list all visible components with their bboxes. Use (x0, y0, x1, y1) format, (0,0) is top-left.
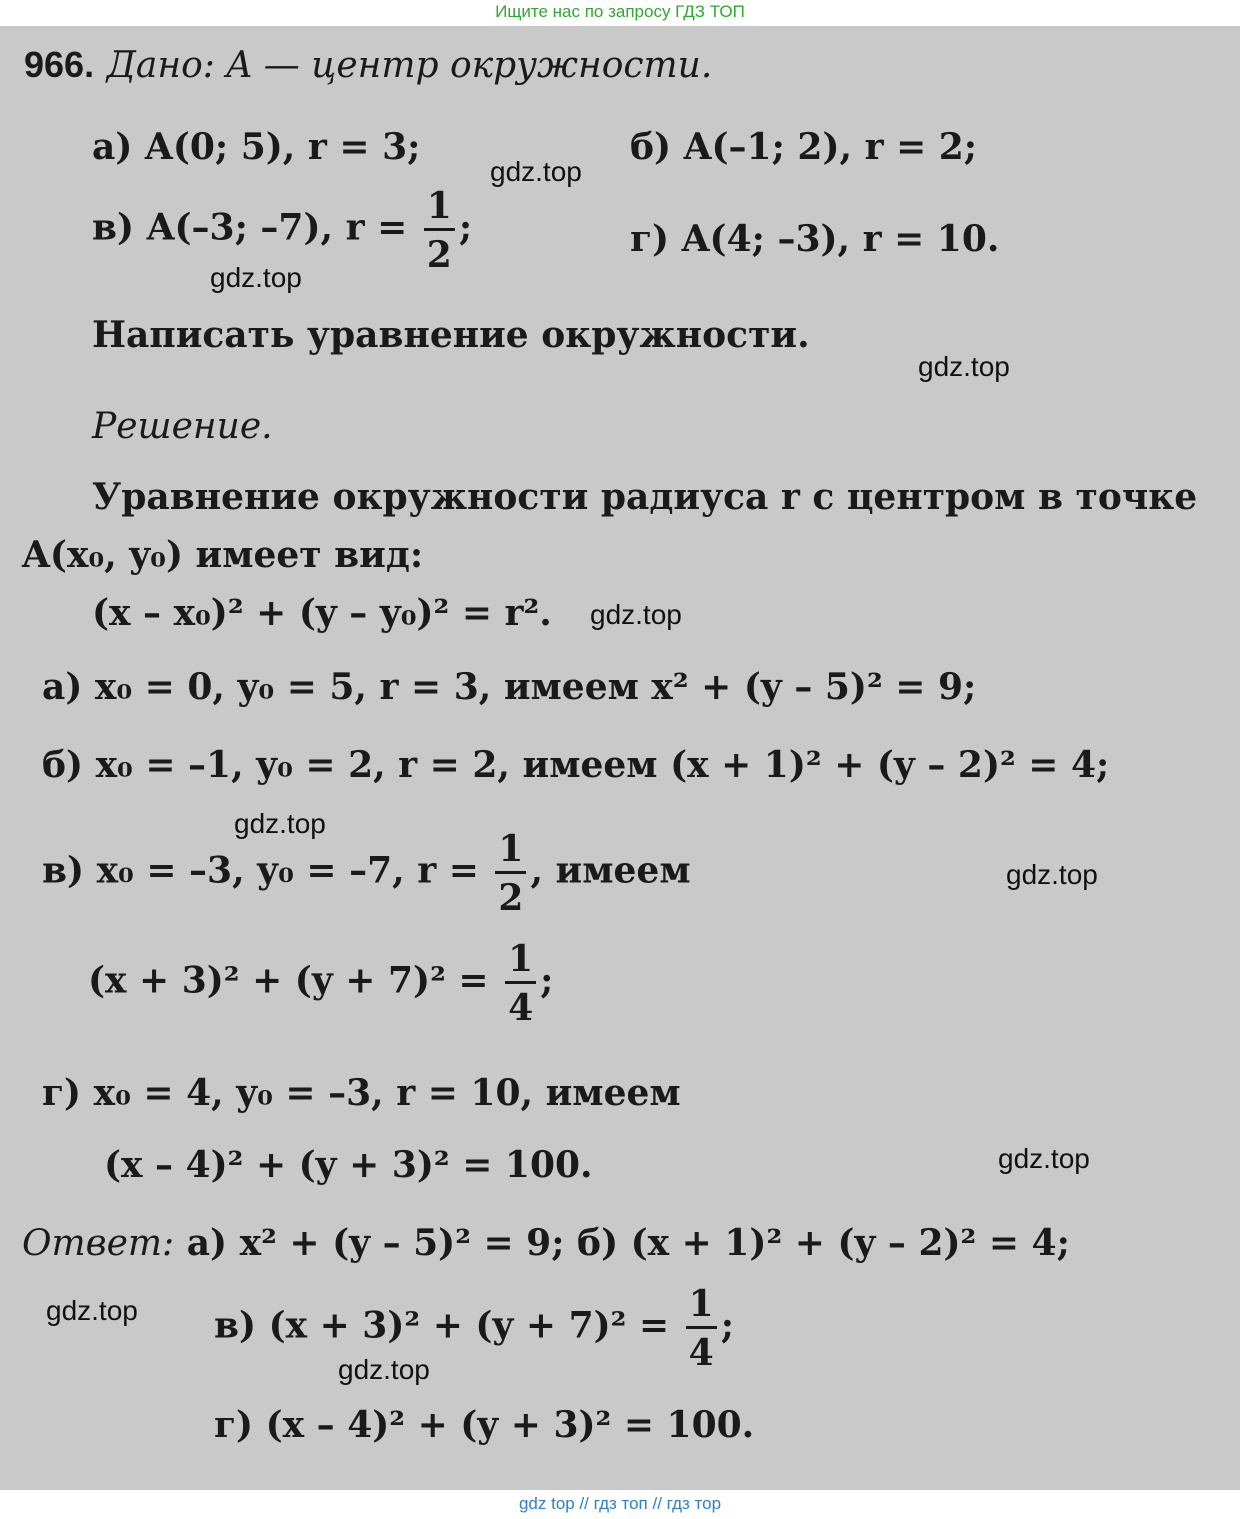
solution-v-fraction (495, 828, 526, 919)
solution-intro-2: A(x₀, y₀) имеет вид: (22, 534, 424, 576)
problem-given: Дано: A — центр окружности. (106, 45, 713, 86)
solution-a: а) x₀ = 0, y₀ = 5, r = 3, имеем x² + (y – 5)² = 9; (42, 666, 977, 708)
solution-v-eq-text: (x + 3)² + (y + 7)² = (88, 959, 489, 1002)
solution-v-text: в) x₀ = –3, y₀ = –7, r = (42, 849, 479, 892)
given-g: г) A(4; –3), r = 10. (630, 218, 1000, 260)
fraction-denominator: 4 (508, 987, 534, 1029)
watermark: gdz.top (46, 1295, 138, 1326)
answer-v (214, 1283, 735, 1374)
watermark: gdz.top (998, 1143, 1090, 1174)
footer-links: gdz top // гдз топ // гдз тор (518, 1494, 722, 1513)
answer-v-text: в) (x + 3)² + (y + 7)² = (214, 1304, 670, 1347)
given-a: а) A(0; 5), r = 3; (92, 126, 421, 168)
answer-label: Ответ: (22, 1223, 175, 1264)
watermark: gdz.top (918, 351, 1010, 382)
solution-heading: Решение. (92, 406, 273, 447)
solution-v (42, 828, 691, 919)
fraction-numerator: 1 (505, 941, 536, 984)
solution-v-eq-fraction (505, 938, 536, 1029)
given-v-fraction (424, 185, 455, 276)
textbook-page (0, 26, 1240, 1490)
watermark: gdz.top (590, 599, 682, 630)
fraction-numerator: 1 (495, 831, 526, 874)
fraction-numerator: 1 (424, 188, 455, 231)
watermark: gdz.top (234, 808, 326, 839)
watermark: gdz.top (338, 1354, 430, 1385)
watermark: gdz.top (490, 156, 582, 187)
watermark: gdz.top (1006, 859, 1098, 890)
task-text: Написать уравнение окружности. (92, 314, 810, 356)
top-banner: Ищите нас по запросу ГДЗ ТОП (495, 2, 745, 21)
watermark: gdz.top (210, 262, 302, 293)
solution-v-end: , имеем (530, 849, 691, 892)
problem-number: 966. (24, 44, 95, 85)
general-equation: (x – x₀)² + (y – y₀)² = r². (92, 592, 552, 634)
answer-v-end: ; (720, 1304, 735, 1347)
problem-header (24, 44, 712, 86)
solution-b: б) x₀ = –1, y₀ = 2, r = 2, имеем (x + 1)² + (y – 2)² = 4; (42, 744, 1110, 786)
solution-g: г) x₀ = 4, y₀ = –3, r = 10, имеем (42, 1072, 681, 1114)
fraction-denominator: 2 (498, 877, 524, 919)
answer-v-fraction (686, 1283, 717, 1374)
given-v-end: ; (458, 206, 473, 249)
given-v (92, 185, 473, 276)
solution-g-equation: (x – 4)² + (y + 3)² = 100. (104, 1144, 593, 1186)
answer-ab: а) x² + (y – 5)² = 9; б) (x + 1)² + (y – 2)² = 4; (186, 1222, 1070, 1264)
fraction-numerator: 1 (686, 1286, 717, 1329)
given-v-text: в) A(–3; –7), r = (92, 206, 408, 249)
solution-v-eq-end: ; (540, 959, 554, 1002)
fraction-denominator: 4 (688, 1332, 714, 1374)
answer-g: г) (x – 4)² + (y + 3)² = 100. (214, 1404, 755, 1446)
answer-line-1 (22, 1222, 1070, 1264)
solution-intro-1: Уравнение окружности радиуса r с центром в точке (92, 476, 1198, 518)
solution-v-equation (88, 938, 554, 1029)
given-b: б) A(–1; 2), r = 2; (630, 126, 978, 168)
fraction-denominator: 2 (426, 234, 452, 276)
